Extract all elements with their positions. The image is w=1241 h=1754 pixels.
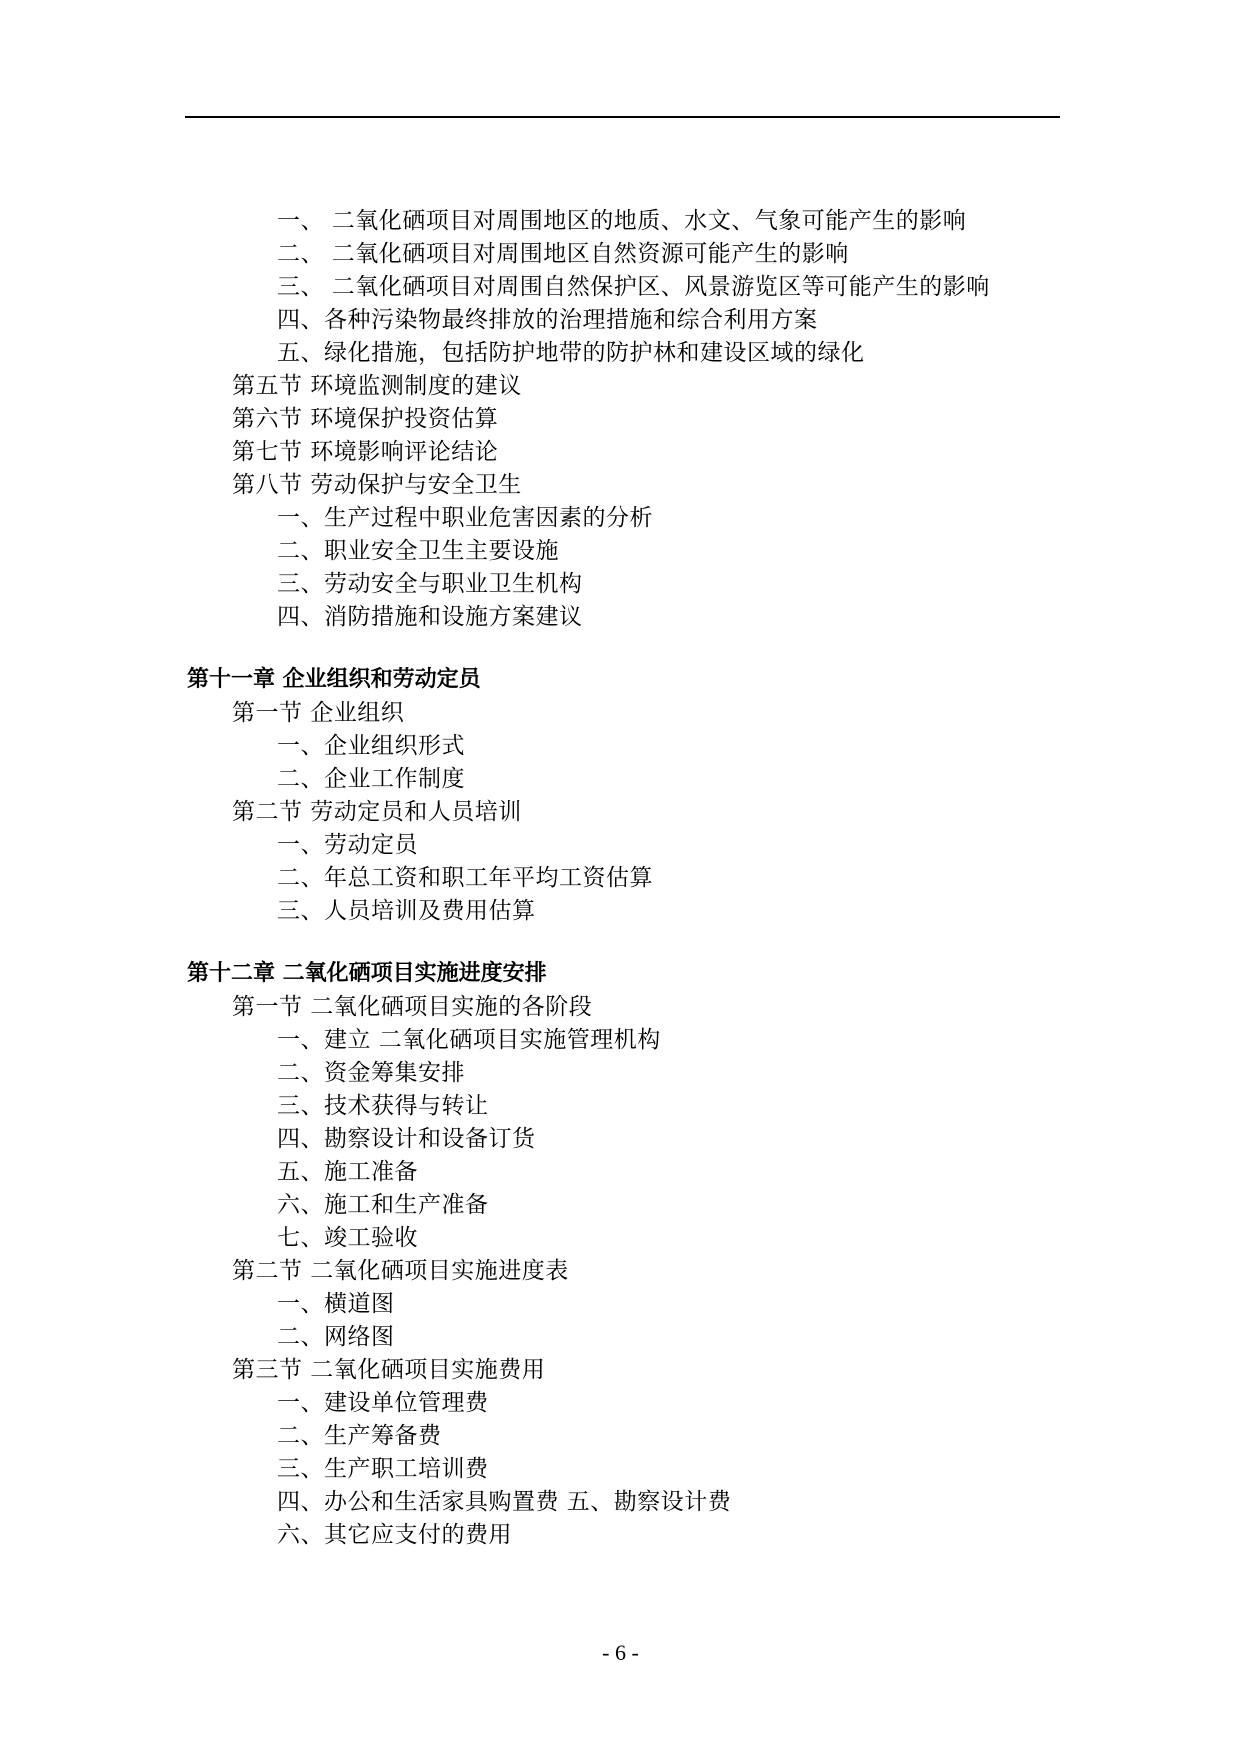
toc-item: 二、网络图 [277,1324,395,1350]
toc-section: 第七节 环境影响评论结论 [232,439,499,465]
toc-section: 第六节 环境保护投资估算 [232,406,499,432]
toc-item: 四、勘察设计和设备订货 [277,1126,536,1152]
toc-item: 一、建立 二氧化硒项目实施管理机构 [277,1027,661,1053]
toc-item: 二、资金筹集安排 [277,1060,465,1086]
toc-section: 第五节 环境监测制度的建议 [232,373,522,399]
toc-item: 三、技术获得与转让 [277,1093,489,1119]
toc-section: 第二节 二氧化硒项目实施进度表 [232,1258,569,1284]
toc-item: 五、施工准备 [277,1159,418,1185]
toc-item: 七、竣工验收 [277,1225,418,1251]
toc-item: 四、办公和生活家具购置费 五、勘察设计费 [277,1489,732,1515]
toc-section: 第一节 企业组织 [232,700,405,726]
toc-section: 第二节 劳动定员和人员培训 [232,799,522,825]
toc-item: 一、生产过程中职业危害因素的分析 [277,505,653,531]
toc-item: 一、劳动定员 [277,832,418,858]
toc-item: 二、生产筹备费 [277,1423,442,1449]
toc-item: 一、横道图 [277,1291,395,1317]
toc-item: 三、生产职工培训费 [277,1456,489,1482]
chapter-heading: 第十二章 二氧化硒项目实施进度安排 [187,961,547,986]
toc-item: 三、 二氧化硒项目对周围自然保护区、风景游览区等可能产生的影响 [277,274,990,300]
toc-item: 三、劳动安全与职业卫生机构 [277,571,583,597]
toc-section: 第三节 二氧化硒项目实施费用 [232,1357,546,1383]
toc-item: 四、消防措施和设施方案建议 [277,604,583,630]
toc-item: 二、 二氧化硒项目对周围地区自然资源可能产生的影响 [277,241,849,267]
toc-item: 六、施工和生产准备 [277,1192,489,1218]
header-rule [185,116,1060,118]
toc-item: 三、人员培训及费用估算 [277,898,536,924]
toc-item: 一、建设单位管理费 [277,1390,489,1416]
toc-item: 二、年总工资和职工年平均工资估算 [277,865,653,891]
toc-item: 一、 二氧化硒项目对周围地区的地质、水文、气象可能产生的影响 [277,208,967,234]
chapter-heading: 第十一章 企业组织和劳动定员 [187,667,481,692]
toc-item: 四、各种污染物最终排放的治理措施和综合利用方案 [277,307,818,333]
toc-section: 第八节 劳动保护与安全卫生 [232,472,522,498]
toc-item: 五、绿化措施，包括防护地带的防护林和建设区域的绿化 [277,340,865,366]
page-number: - 6 - [602,1640,639,1665]
toc-item: 二、职业安全卫生主要设施 [277,538,559,564]
toc-item: 六、其它应支付的费用 [277,1522,512,1548]
toc-section: 第一节 二氧化硒项目实施的各阶段 [232,994,593,1020]
toc-item: 二、企业工作制度 [277,766,465,792]
toc-item: 一、企业组织形式 [277,733,465,759]
